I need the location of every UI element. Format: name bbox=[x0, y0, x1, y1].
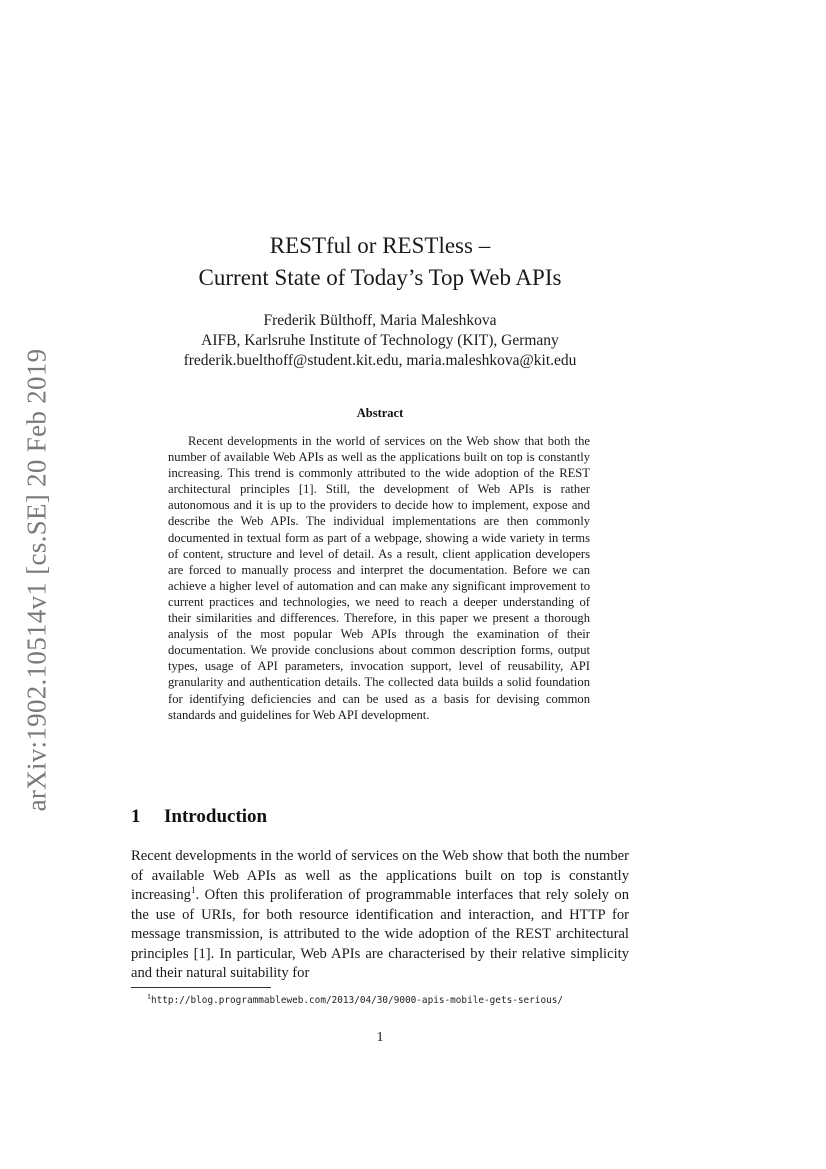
abstract-heading: Abstract bbox=[356, 406, 404, 420]
intro-text-part-2: . Often this proliferation of programmable interfaces that rely solely on the use of URIs, for both resource identification and interaction, and HTTP for message transmission, is attributed to the wide adoption of the REST architectural principles [1]. In particular, Web APIs are characterised by their relative simplicity and their natural suitability for bbox=[131, 887, 629, 981]
section-heading bbox=[131, 806, 267, 828]
title-line-1: RESTful or RESTless – bbox=[269, 233, 491, 258]
author-affiliation: AIFB, Karlsruhe Institute of Technology (KIT), Germany bbox=[201, 332, 559, 349]
intro-paragraph bbox=[131, 847, 629, 984]
footnote-divider bbox=[131, 987, 271, 988]
footnote-url: http://blog.programmableweb.com/2013/04/30/9000-apis-mobile-gets-serious/ bbox=[151, 995, 564, 1007]
author-names: Frederik Bülthoff, Maria Maleshkova bbox=[263, 312, 497, 329]
footnote-reference: 1 bbox=[190, 885, 196, 896]
title-line-2: Current State of Today’s Top Web APIs bbox=[198, 265, 562, 290]
paper-title bbox=[130, 230, 630, 294]
arxiv-identifier: arXiv:1902.10514v1 [cs.SE] 20 Feb 2019 bbox=[21, 348, 52, 812]
intro-text-part-1: Recent developments in the world of services on the Web show that both the number of available Web APIs as well as the applications built on top is constantly increasing bbox=[131, 848, 629, 903]
author-emails: frederik.buelthoff@student.kit.edu, maria.maleshkova@kit.edu bbox=[183, 352, 577, 369]
footnote-marker: 1 bbox=[147, 992, 151, 1001]
abstract-body: Recent developments in the world of services on the Web show that both the number of available Web APIs as well as the applications built on top is constantly increasing. This trend is commonly attributed to the wide adoption of the REST architectural principles [1]. Still, the development of Web APIs is rather autonomous and it is up to the providers to decide how to implement, expose and describe the Web APIs. The individual implementations are then commonly documented in textual form as part of a webpage, showing a wide variety in terms of content, structure and level of detail. As a result, client application developers are forced to manually process and interpret the documentation. Before we can achieve a higher level of automation and can make any significant improvement to current practices and technologies, we need to reach a deeper understanding of their similarities and differences. Therefore, in this paper we present a thorough analysis of the most popular Web APIs through the examination of their documentation. We provide conclusions about common description forms, output types, usage of API parameters, invocation support, level of reusability, API granularity and authentication details. The collected data builds a solid foundation for identifying deficiencies and can be used as a basis for devising common standards and guidelines for Web API development. bbox=[168, 434, 590, 722]
section-number: 1 bbox=[131, 806, 141, 827]
page-number: 1 bbox=[376, 1030, 384, 1045]
author-block bbox=[130, 311, 630, 371]
section-title: Introduction bbox=[164, 806, 268, 827]
footnote bbox=[147, 992, 563, 1006]
